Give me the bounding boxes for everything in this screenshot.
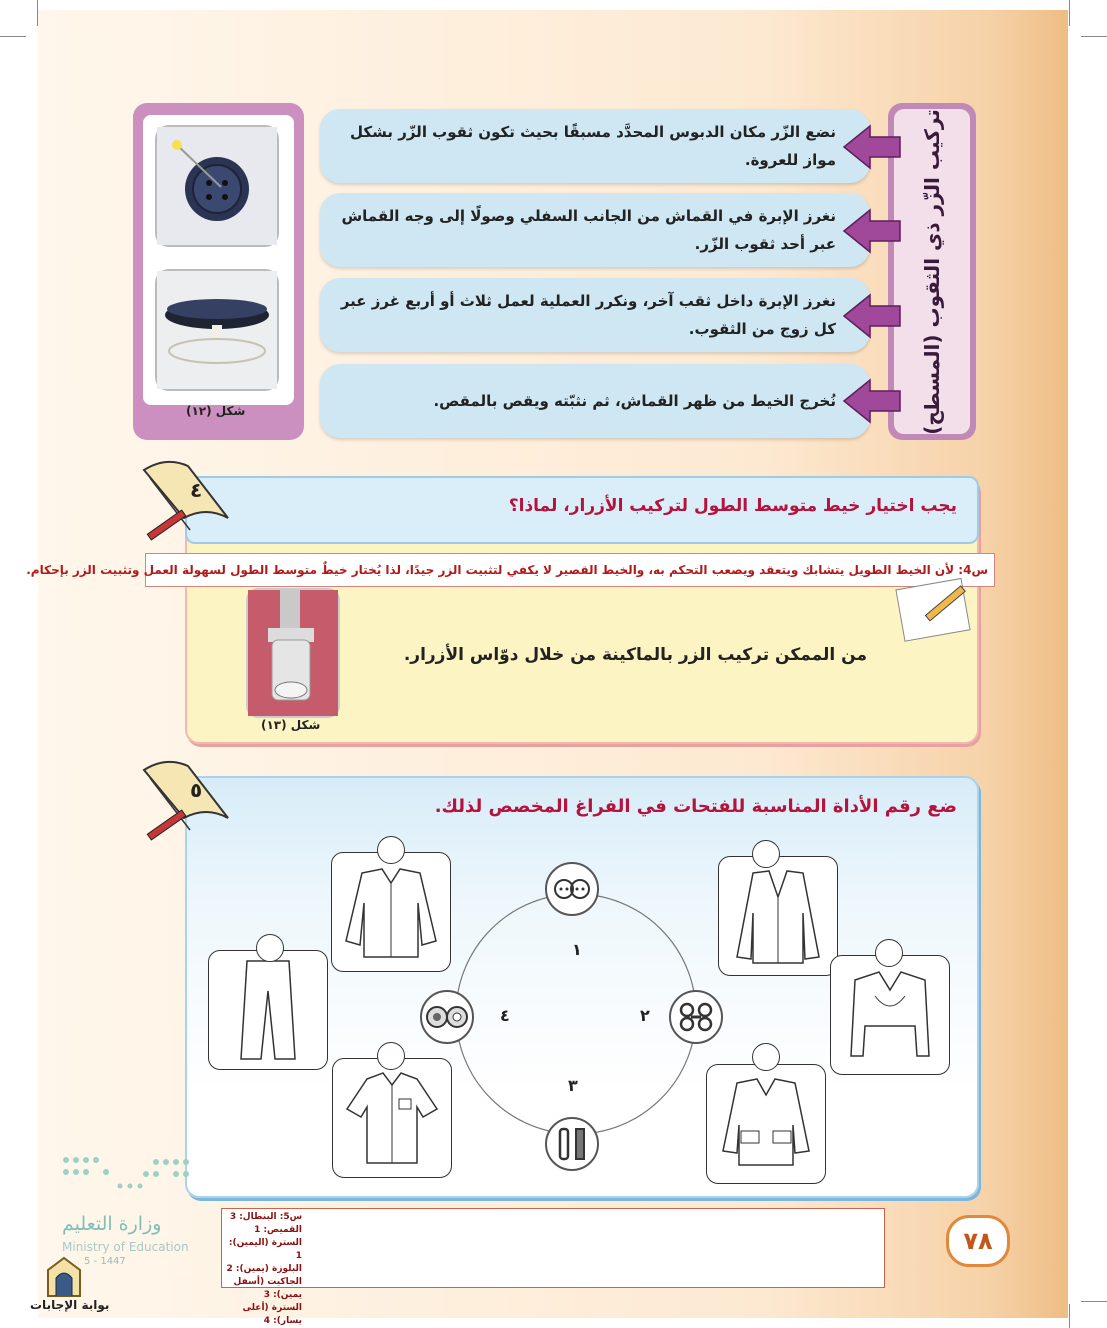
answer-circle[interactable] [752,840,780,868]
tool-number-2: ٢ [640,1006,650,1025]
tools-circle [450,888,702,1140]
arrow-left-icon [842,208,902,254]
notepad-icon [136,452,236,542]
answer-line: س5: البنطال: 3 [229,1212,302,1222]
button-shank-photo [155,269,279,391]
step-card [320,109,870,183]
hook-and-eye-icon [669,990,723,1044]
answer-line: الجاكيت (أسفل يمين): 3 [233,1277,302,1300]
ministry-name-en: Ministry of Education [62,1240,189,1254]
answer-circle[interactable] [377,836,405,864]
answer-line: القميص: 1 [254,1225,302,1235]
activity4-number: ٤ [190,478,203,502]
step-text: نغرز الإبرة في القماش من الجانب السفلي وصولًا إلى وجه القماش عبر أحد ثقوب الزّر. [341,207,836,253]
activity5-number: ٥ [190,778,203,802]
arrow-left-icon [842,378,902,424]
tool-number-1: ١ [572,940,582,959]
answers-box [221,1208,885,1326]
presser-foot-photo [246,588,340,718]
crop-mark [37,0,38,26]
hook-bar-icon [545,1117,599,1171]
answer-line: السترة (اليمين): 1 [228,1238,302,1261]
crop-mark [0,36,26,37]
step-text: نُخرج الخيط من ظهر القماش، ثم نثبّته ويقص بالمقص. [433,392,836,410]
ministry-logo-dots-icon [60,1152,220,1272]
ministry-name-ar: وزارة التعليم [62,1213,162,1235]
trousers-drawing [208,950,328,1070]
wrap-top-drawing [830,955,950,1075]
arrow-left-icon [842,124,902,170]
crop-mark [1069,0,1070,26]
notepad-icon [136,752,236,842]
activity4-answer: س4: لأن الخيط الطويل يتشابك ويتعقد ويصعب التحكم به، والخيط القصير لا يكفي لتثبيت الزر جيدًا، لذا يُختار خيطٌ متوسط الطول لسهولة العمل وتثبيت الزر بإحكام. [145,553,995,587]
crop-mark [1069,1304,1070,1328]
answer-circle[interactable] [752,1043,780,1071]
tool-number-4: ٤ [500,1006,510,1025]
answer-circle[interactable] [256,934,284,962]
tool-number-3: ٣ [568,1076,578,1095]
step-text: نضع الزّر مكان الدبوس المحدَّد مسبقًا بحيث تكون ثقوب الزّر بشكل مواز للعروة. [349,123,836,169]
figure12-caption: شكل (١٢) [186,404,246,418]
shirt-drawing [332,1058,452,1178]
page-number: ٧٨ [946,1215,1010,1267]
activity4-note: من الممكن تركيب الزر بالماكينة من خلال دوّاس الأزرار. [403,645,867,665]
section-title: تركيب الزّر ذي الثقوب (المسطح) [920,108,944,435]
step-card [320,278,870,352]
pencil-note-icon [892,570,978,644]
portal-logo-icon [42,1256,86,1298]
short-jacket-drawing [706,1064,826,1184]
step-text: نغرز الإبرة داخل ثقب آخر، ونكرر العملية لعمل ثلاث أو أربع غرز عبر كل زوج من الثقوب. [340,292,836,338]
ministry-year: 5 - 1447 [84,1256,126,1267]
activity4-question: يجب اختيار خيط متوسط الطول لتركيب الأزرار، لماذا؟ [508,496,957,516]
crop-mark [1081,36,1107,37]
answer-line: السترة (أعلى يسار): 4 [242,1303,302,1326]
snap-fastener-icon [420,990,474,1044]
step-card [320,193,870,267]
four-hole-button-icon [545,862,599,916]
arrow-left-icon [842,293,902,339]
answer-circle[interactable] [875,939,903,967]
blouse-drawing [331,852,451,972]
step-card [320,364,870,438]
button-needle-photo [155,125,279,247]
jacket-drawing [718,856,838,976]
activity5-question: ضع رقم الأداة المناسبة للفتحات في الفراغ المخصص لذلك. [434,796,957,817]
portal-name: بوابة الإجابات [30,1298,110,1312]
crop-mark [1081,1301,1107,1302]
figure13-caption: شكل (١٣) [261,718,321,732]
answer-circle[interactable] [377,1042,405,1070]
figure12-panel [133,103,304,440]
answer-line: البلوزة (يمين): 2 [226,1264,302,1274]
